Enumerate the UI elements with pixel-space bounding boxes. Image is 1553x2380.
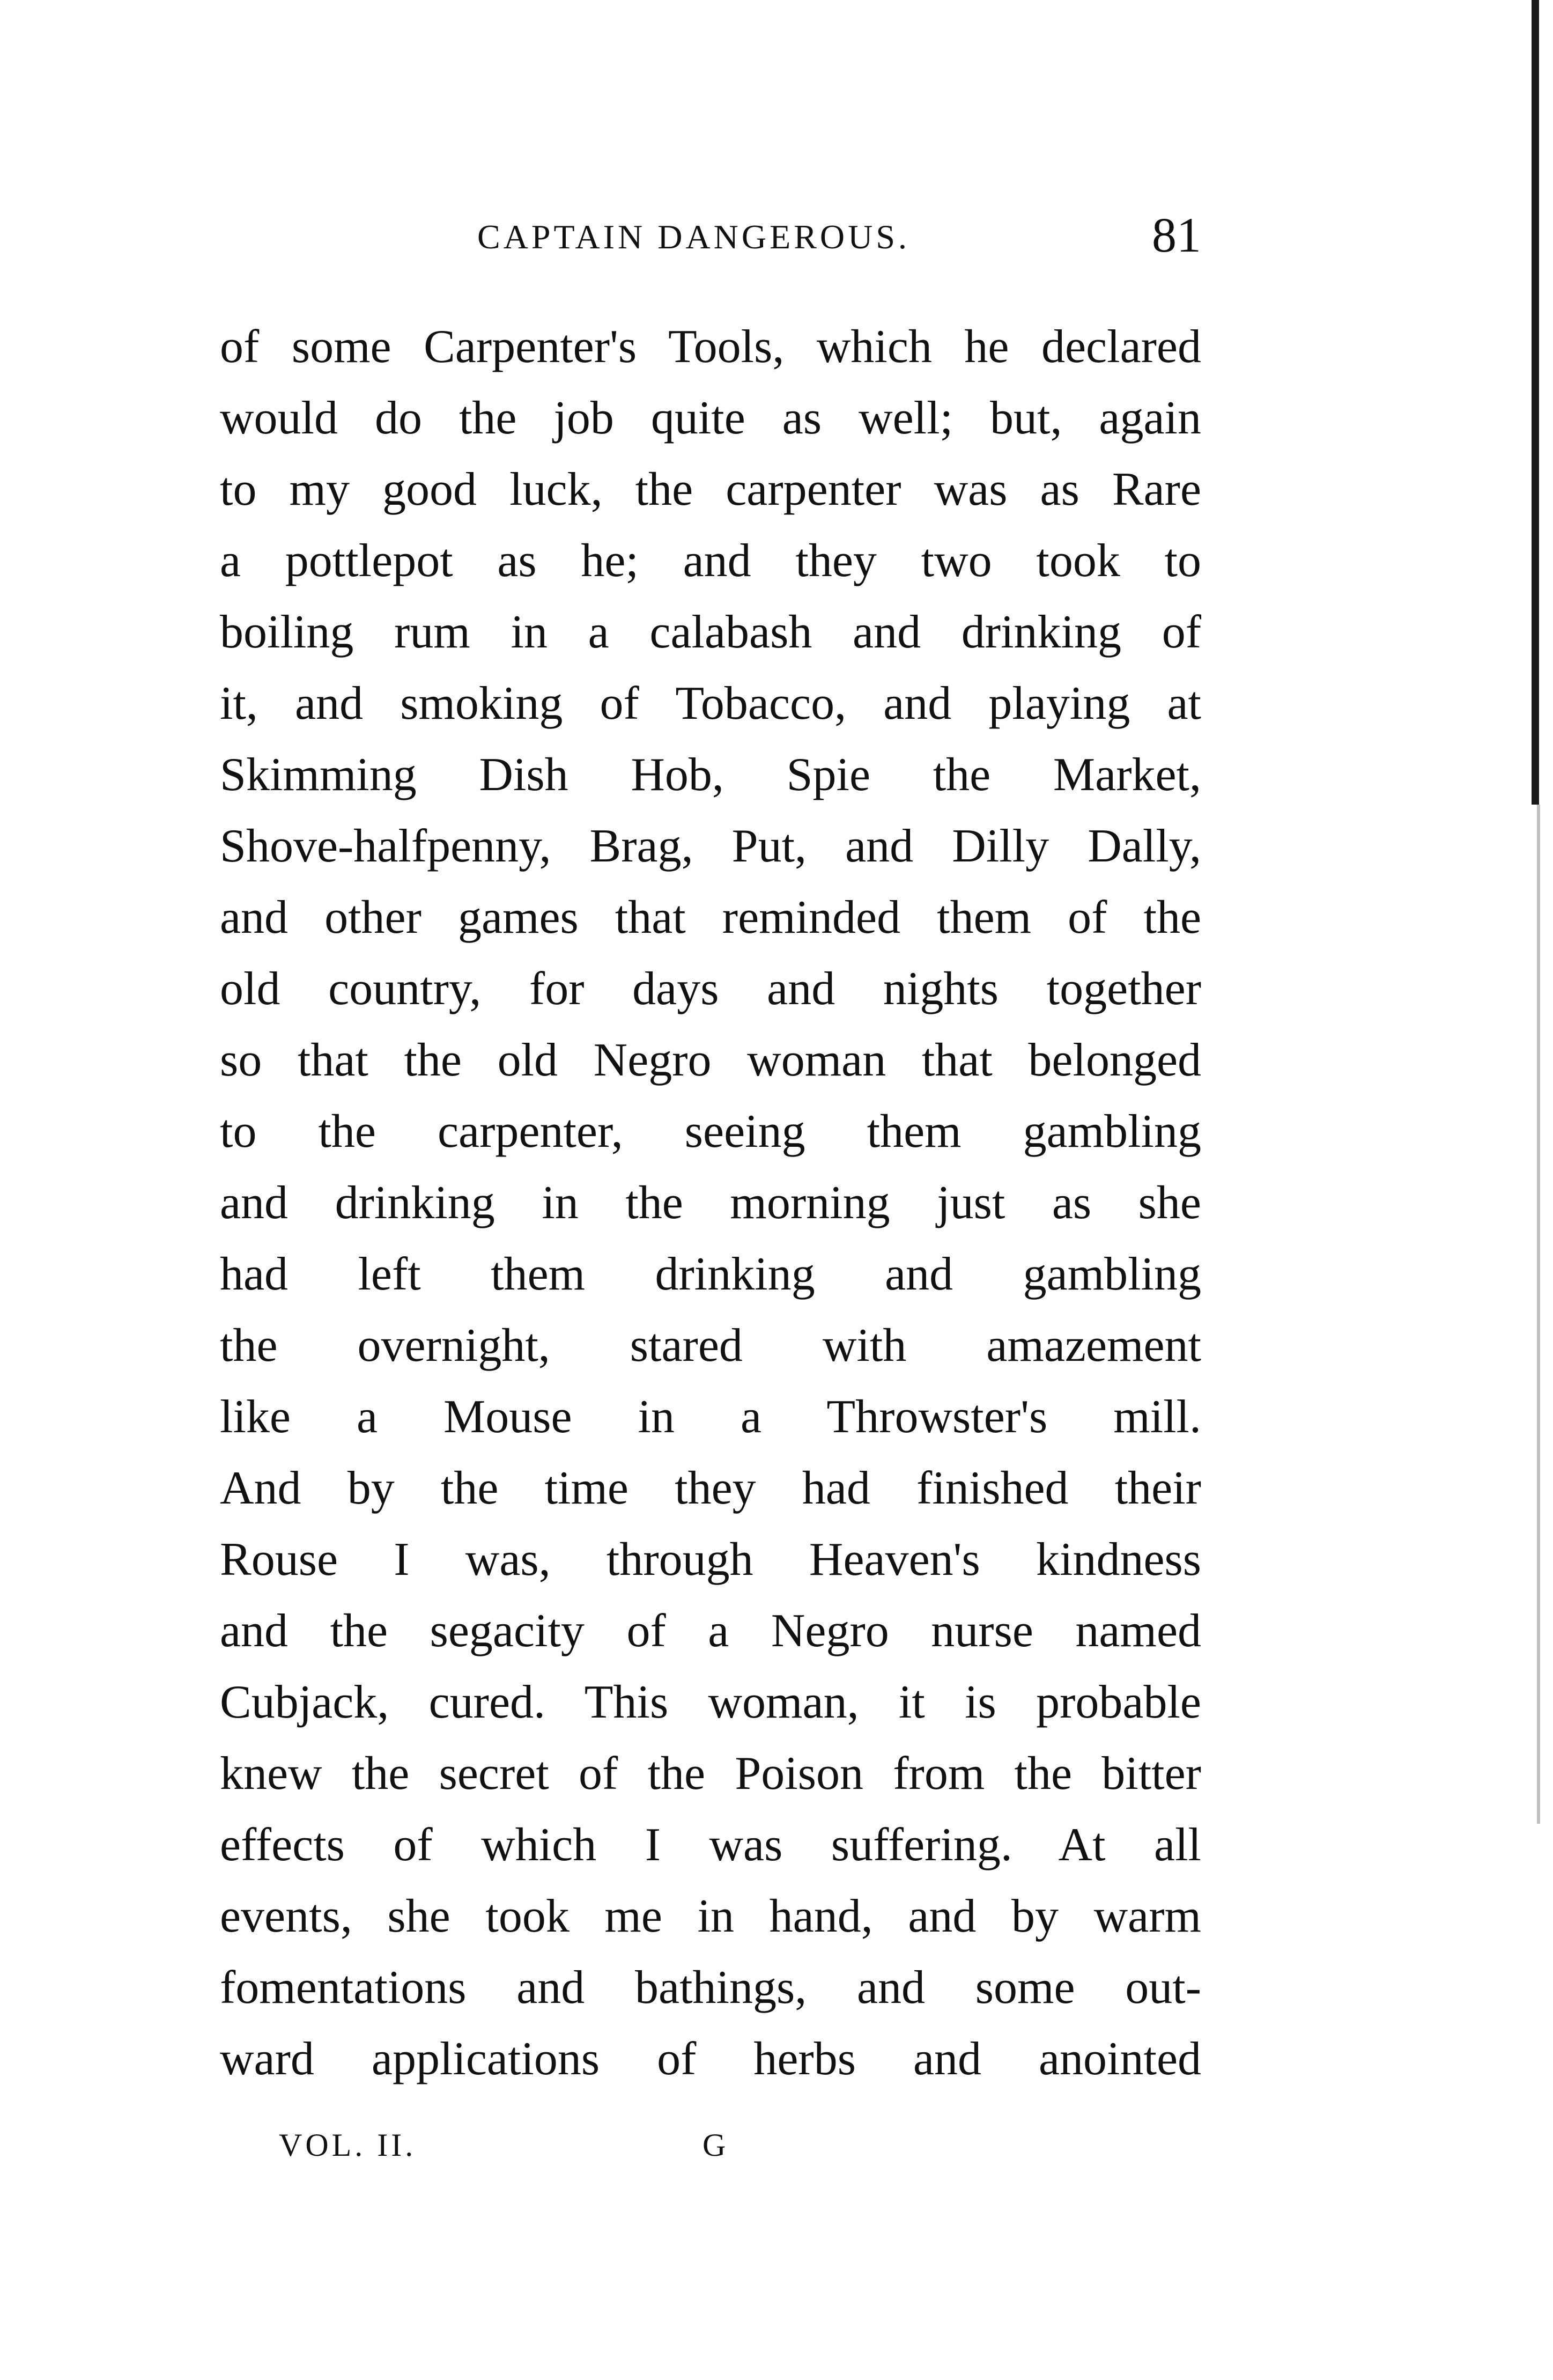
text-line: knew the secret of the Poison from the bitter <box>220 1748 1201 1800</box>
text-line: old country, for days and nights together <box>220 963 1201 1015</box>
text-line: and drinking in the morning just as she <box>220 1177 1201 1229</box>
text-line: effects of which I was suffering. At all <box>220 1819 1201 1871</box>
volume-label: VOL. II. <box>279 2127 417 2163</box>
page-footer <box>279 2127 761 2170</box>
text-line: of some Carpenter's Tools, which he declared <box>220 321 1201 373</box>
text-line: events, she took me in hand, and by warm <box>220 1890 1201 1942</box>
text-line: boiling rum in a calabash and drinking of <box>220 606 1201 658</box>
signature-mark: G <box>702 2127 726 2163</box>
page-edge-shadow-lower <box>1537 805 1540 1824</box>
text-line: And by the time they had finished their <box>220 1462 1201 1514</box>
text-line: Rouse I was, through Heaven's kindness <box>220 1534 1201 1586</box>
text-line: Skimming Dish Hob, Spie the Market, <box>220 749 1201 801</box>
text-line: it, and smoking of Tobacco, and playing at <box>220 677 1201 730</box>
text-line: to the carpenter, seeing them gambling <box>220 1106 1201 1158</box>
text-line: so that the old Negro woman that belonged <box>220 1034 1201 1086</box>
text-line: Shove-halfpenny, Brag, Put, and Dilly Dally, <box>220 820 1201 872</box>
text-line: ward applications of herbs and anointed <box>220 2033 1201 2085</box>
page-edge-shadow <box>1532 0 1539 805</box>
text-line: had left them drinking and gambling <box>220 1248 1201 1300</box>
text-line: a pottlepot as he; and they two took to <box>220 535 1201 587</box>
body-text <box>220 311 1201 2095</box>
text-line: fomentations and bathings, and some out- <box>220 1962 1201 2014</box>
running-title: CAPTAIN DANGEROUS. <box>477 218 910 256</box>
text-line: and other games that reminded them of the <box>220 891 1201 944</box>
text-line: Cubjack, cured. This woman, it is probable <box>220 1676 1201 1728</box>
page-number: 81 <box>1152 208 1201 262</box>
text-line: to my good luck, the carpenter was as Rare <box>220 463 1201 515</box>
text-line: and the segacity of a Negro nurse named <box>220 1605 1201 1657</box>
running-head <box>220 207 1201 266</box>
text-line: the overnight, stared with amazement <box>220 1320 1201 1372</box>
text-line: would do the job quite as well; but, again <box>220 392 1201 444</box>
text-line: like a Mouse in a Throwster's mill. <box>220 1391 1201 1443</box>
